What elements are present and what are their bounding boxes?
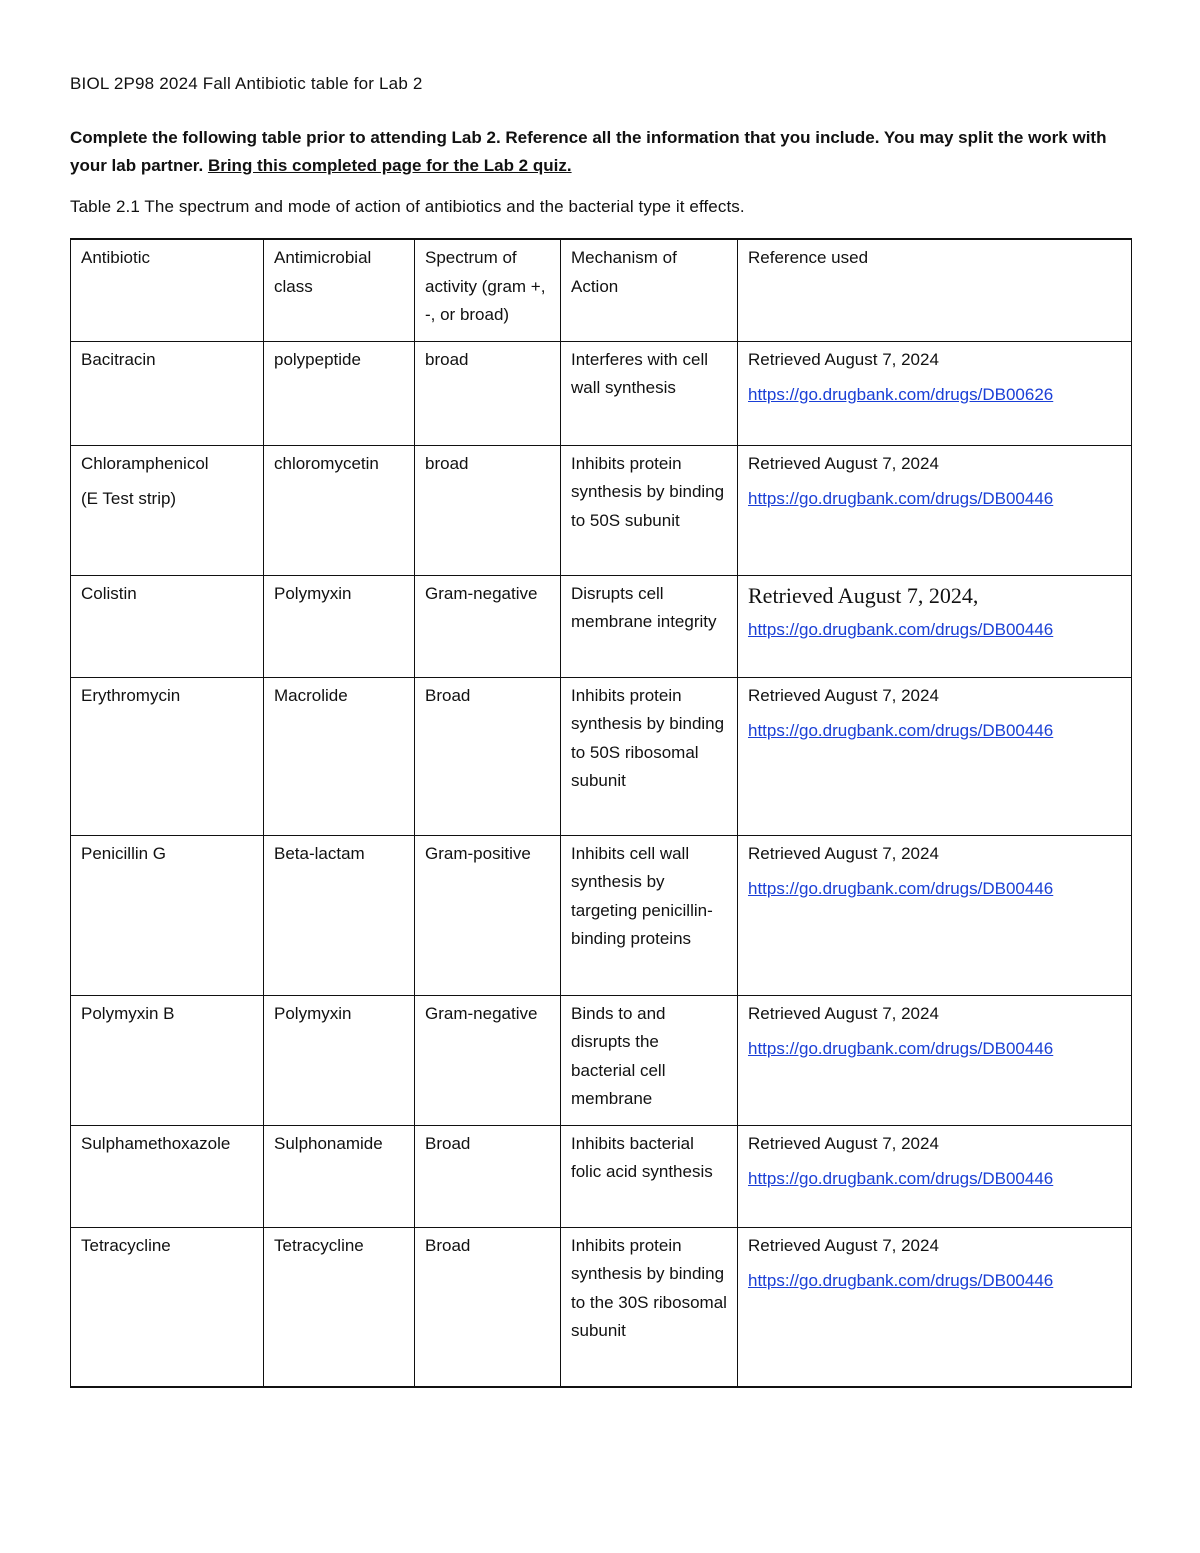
document-title: BIOL 2P98 2024 Fall Antibiotic table for Lab 2 [70,74,423,93]
cell-class: Tetracycline [264,1227,415,1387]
cell-spectrum: broad [415,445,561,575]
header-cell-class: Antimicrobial class [264,239,415,341]
table-row [71,995,1132,1125]
reference-date: Retrieved August 7, 2024 [748,1133,939,1153]
cell-antibiotic: Colistin [71,575,264,677]
cell-class: Beta-lactam [264,835,415,995]
table-row [71,575,1132,677]
reference-date: Retrieved August 7, 2024, [748,582,979,608]
reference-date: Retrieved August 7, 2024 [748,685,939,705]
cell-reference [738,445,1132,575]
cell-mechanism: Disrupts cell membrane integrity [561,575,738,677]
cell-spectrum: Broad [415,1227,561,1387]
cell-antibiotic [71,445,264,575]
cell-antibiotic: Erythromycin [71,677,264,835]
cell-spectrum: broad [415,341,561,445]
table-row [71,1125,1132,1227]
cell-class: chloromycetin [264,445,415,575]
reference-link[interactable]: https://go.drugbank.com/drugs/DB00626 [748,385,1054,404]
antibiotic-note: (E Test strip) [81,489,177,508]
reference-link[interactable]: https://go.drugbank.com/drugs/DB00446 [748,619,1054,639]
table-row [71,341,1132,445]
cell-class: Macrolide [264,677,415,835]
reference-link[interactable]: https://go.drugbank.com/drugs/DB00446 [748,721,1054,740]
cell-reference [738,835,1132,995]
table-row [71,1227,1132,1387]
table-row [71,835,1132,995]
cell-antibiotic: Polymyxin B [71,995,264,1125]
reference-date: Retrieved August 7, 2024 [748,349,939,369]
cell-spectrum: Broad [415,677,561,835]
header-cell-mechanism: Mechanism of Action [561,239,738,341]
instructions-paragraph [70,124,1130,180]
cell-mechanism: Inhibits bacterial folic acid synthesis [561,1125,738,1227]
reference-date: Retrieved August 7, 2024 [748,1235,939,1255]
table-row [71,677,1132,835]
cell-mechanism: Inhibits protein synthesis by binding to the 30S ribosomal subunit [561,1227,738,1387]
cell-antibiotic: Sulphamethoxazole [71,1125,264,1227]
reference-link[interactable]: https://go.drugbank.com/drugs/DB00446 [748,1271,1054,1290]
header-cell-antibiotic: Antibiotic [71,239,264,341]
header-cell-spectrum: Spectrum of activity (gram +, -, or broad) [415,239,561,341]
table-header-row [71,239,1132,341]
instructions-underlined-note: Bring this completed page for the Lab 2 quiz. [207,156,572,175]
reference-link[interactable]: https://go.drugbank.com/drugs/DB00446 [748,879,1054,898]
cell-class: Sulphonamide [264,1125,415,1227]
cell-antibiotic: Bacitracin [71,341,264,445]
cell-reference [738,341,1132,445]
antibiotic-table [70,238,1132,1388]
cell-reference [738,1227,1132,1387]
cell-spectrum: Gram-negative [415,995,561,1125]
reference-link[interactable]: https://go.drugbank.com/drugs/DB00446 [748,1039,1054,1058]
table-caption: Table 2.1 The spectrum and mode of action of antibiotics and the bacterial type it effects. [70,197,745,216]
antibiotic-name: Chloramphenicol [81,453,209,473]
cell-reference [738,1125,1132,1227]
cell-spectrum: Gram-positive [415,835,561,995]
cell-spectrum: Broad [415,1125,561,1227]
cell-class: polypeptide [264,341,415,445]
table-row [71,445,1132,575]
cell-mechanism: Interferes with cell wall synthesis [561,341,738,445]
cell-class: Polymyxin [264,575,415,677]
reference-date: Retrieved August 7, 2024 [748,1003,939,1023]
cell-spectrum: Gram-negative [415,575,561,677]
reference-date: Retrieved August 7, 2024 [748,843,939,863]
cell-mechanism: Inhibits cell wall synthesis by targeting penicillin-binding proteins [561,835,738,995]
reference-link[interactable]: https://go.drugbank.com/drugs/DB00446 [748,489,1054,508]
cell-class: Polymyxin [264,995,415,1125]
header-cell-reference: Reference used [738,239,1132,341]
cell-antibiotic: Penicillin G [71,835,264,995]
cell-reference [738,575,1132,677]
reference-date: Retrieved August 7, 2024 [748,453,939,473]
cell-mechanism: Inhibits protein synthesis by binding to 50S subunit [561,445,738,575]
cell-mechanism: Binds to and disrupts the bacterial cell membrane [561,995,738,1125]
instructions-text: Complete the following table prior to attending Lab 2. Reference all the information that you include. You may split the work with your lab partner. [70,128,1107,175]
cell-mechanism: Inhibits protein synthesis by binding to 50S ribosomal subunit [561,677,738,835]
cell-reference [738,677,1132,835]
cell-antibiotic: Tetracycline [71,1227,264,1387]
reference-link[interactable]: https://go.drugbank.com/drugs/DB00446 [748,1169,1054,1188]
cell-reference [738,995,1132,1125]
